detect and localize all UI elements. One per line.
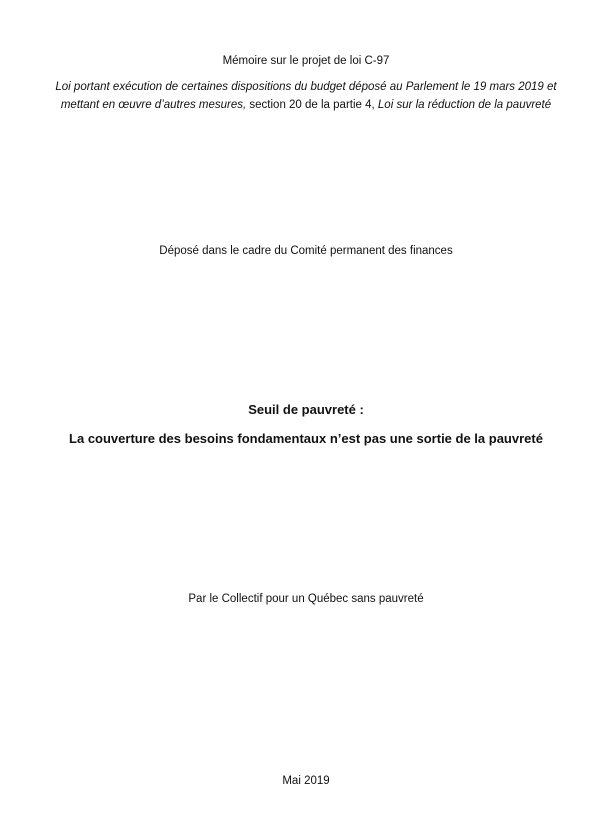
bill-subject-section: section 20 de la partie 4, (246, 99, 378, 111)
document-subtitle: La couverture des besoins fondamentaux n’est pas une sortie de la pauvreté (69, 431, 543, 446)
document-title: Seuil de pauvreté : (248, 402, 364, 417)
author-line: Par le Collectif pour un Québec sans pauvreté (188, 593, 424, 605)
bill-subject-italic-part: Loi portant exécution de certaines dispositions du budget déposé au Parlement le 19 mars 2019 et mettant en œuvre d’autres mesures, (55, 81, 557, 111)
bill-subject (50, 78, 562, 114)
document-date: Mai 2019 (282, 775, 330, 787)
deposit-statement: Déposé dans le cadre du Comité permanent des finances (159, 245, 453, 257)
memoire-heading: Mémoire sur le projet de loi C-97 (222, 55, 390, 67)
bill-subject-law-name: Loi sur la réduction de la pauvreté (377, 99, 552, 111)
